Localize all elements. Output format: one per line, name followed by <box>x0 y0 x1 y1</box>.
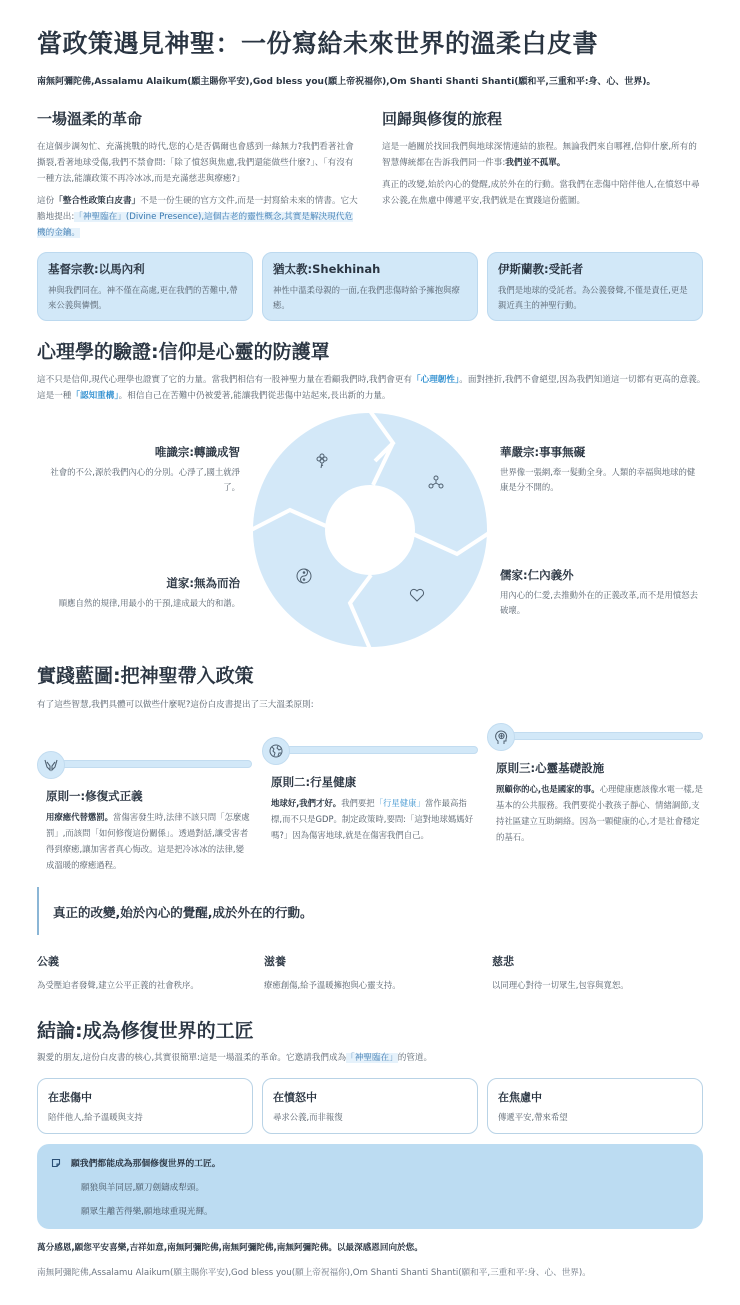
note-icon <box>51 1158 61 1168</box>
faith-card-text: 神性中溫柔母親的一面,在我們悲傷時給予擁抱與療癒。 <box>273 285 460 310</box>
wheel-label-text: 世界像一張網,牽一髮動全身。人類的幸福與地球的健康是分不開的。 <box>500 467 696 492</box>
faith-card-islam <box>487 252 703 321</box>
wheel-graphic <box>253 413 487 647</box>
text-fragment: 這不只是信仰,現代心理學也證實了它的力量。當我們相信有一股神聖力量在看顧我們時,我們會更有 <box>37 375 412 385</box>
intro-right-p1 <box>382 139 704 171</box>
state-text: 傳遞平安,帶來希望 <box>498 1112 568 1122</box>
value-text: 以同理心對待一切眾生,包容與寬恕。 <box>492 980 629 990</box>
value-title: 滋養 <box>264 955 286 968</box>
value-compassion <box>492 953 702 991</box>
principle-text <box>46 809 251 873</box>
page-title: 當政策遇見神聖：一份寫給未來世界的溫柔白皮書 <box>37 29 599 58</box>
text-fragment: 。相信自己在苦難中仍被愛著,能讓我們從悲傷中站起來,長出新的力量。 <box>118 391 391 401</box>
psychology-heading: 心理學的驗證:信仰是心靈的防護罩 <box>37 341 330 363</box>
reframing-highlight: 「認知重構」 <box>71 391 119 401</box>
principle-title: 原則三:心靈基礎設施 <box>496 761 605 775</box>
divine-presence-highlight: 「神聖臨在」 <box>346 1053 398 1063</box>
intro-left-p2 <box>37 193 359 241</box>
divine-presence-highlight: 「神聖臨在」(Divine Presence),這個古老的靈性概念,其實是解決現代危機的金鑰。 <box>37 212 353 238</box>
principle-lead: 用療癒代替懲罰。 <box>46 812 113 822</box>
blueprint-heading: 實踐藍圖:把神聖帶入政策 <box>37 665 254 687</box>
psychology-paragraph <box>37 372 707 404</box>
globe-icon <box>269 744 283 758</box>
closing-thanks: 萬分感恩,願您平安喜樂,吉祥如意,南無阿彌陀佛,南無阿彌陀佛,南無阿彌陀佛。以最深感恩回向於您。 <box>37 1243 423 1253</box>
wheel-label-text: 用內心的仁愛,去推動外在的正義改革,而不是用憤怒去破壞。 <box>500 590 698 615</box>
wheel-label-weishi <box>40 444 240 495</box>
wheel-label-title: 華嚴宗:事事無礙 <box>500 445 586 459</box>
wheel-label-huayan <box>500 444 700 495</box>
value-title: 慈悲 <box>492 955 514 968</box>
text-fragment: 這是一趟關於找回我們與地球深情連結的旅程。無論我們來自哪裡,信仰什麼,所有的智慧傳統都在告訴我們同一件事: <box>382 142 697 168</box>
value-text: 療癒創傷,給予溫暖擁抱與心靈支持。 <box>264 980 401 990</box>
principle-1-bar <box>50 760 252 768</box>
not-alone-emphasis: 我們並不孤單。 <box>505 158 566 168</box>
blueprint-intro: 有了這些智慧,我們具體可以做些什麼呢?這份白皮書提出了三大溫柔原則: <box>37 700 314 710</box>
state-text: 尋求公義,而非報復 <box>273 1112 343 1122</box>
text-fragment: 我們要把 <box>341 798 375 808</box>
value-justice <box>37 953 237 991</box>
state-title: 在憤怒中 <box>273 1091 317 1104</box>
faith-card-title: 伊斯蘭教:受託者 <box>498 262 584 276</box>
state-card-anxiety <box>487 1078 703 1134</box>
intro-left-p1: 在這個步調匆忙、充滿挑戰的時代,您的心是否偶爾也會感到一絲無力?我們看著社會撕裂,看著地球受傷,我們不禁會問:「除了憤怒與焦慮,我們還能做些什麼?」、「有沒有一種方法,能讓政策不再冷冰冰,而是充滿慈悲與療癒?」 <box>37 142 354 184</box>
principle-lead: 照顧你的心,也是國家的事。 <box>496 784 600 794</box>
intro-right-p2: 真正的改變,始於內心的覺醒,成於外在的行動。當我們在悲傷中陪伴他人,在憤怒中尋求公義,在焦慮中傳遞平安,我們就是在實踐這份藍圖。 <box>382 180 700 206</box>
principle-3 <box>496 760 703 845</box>
planetary-health-highlight: 「行星健康」 <box>374 798 425 808</box>
text-fragment: 。面對挫折,我們不會絕望,因為我們知道這一切都有更高的意義。這是一種 <box>37 375 706 401</box>
principle-2-bar <box>275 746 478 754</box>
network-icon <box>428 475 444 489</box>
flower-icon <box>315 453 329 469</box>
faith-card-christianity <box>37 252 253 321</box>
text-fragment: 當傷害發生時,法律不該只問「怎麼處罰」,而該問「如何修復這份關係」。透過對話,讓受害者得到療癒,讓加害者真心悔改。這是把冷冰冰的法律,變成溫暖的療癒過程。 <box>46 812 250 870</box>
value-title: 公義 <box>37 955 59 968</box>
text-fragment: 這份 <box>37 196 55 206</box>
yin-yang-icon <box>296 568 312 584</box>
conclusion-paragraph <box>37 1050 432 1066</box>
intro-left-heading: 一場溫柔的革命 <box>37 110 143 128</box>
text-fragment: 的管道。 <box>397 1053 433 1063</box>
wheel-label-text: 社會的不公,源於我們內心的分別。心淨了,國土就淨了。 <box>50 467 240 492</box>
principle-2-icon-badge <box>262 737 290 765</box>
principle-text <box>496 781 703 845</box>
text-fragment: 親愛的朋友,這份白皮書的核心,其實很簡單:這是一場溫柔的革命。它邀請我們成為 <box>37 1053 347 1063</box>
principle-title: 原則一:修復式正義 <box>46 789 143 803</box>
state-title: 在悲傷中 <box>48 1091 92 1104</box>
text-fragment: 不是一份生硬的官方文件,而是一封寫給未來的情書。它大膽地提出: <box>37 196 358 222</box>
mind-icon <box>494 730 508 745</box>
value-text: 為受壓迫者發聲,建立公平正義的社會秩序。 <box>37 980 199 990</box>
principle-3-icon-badge <box>487 723 515 751</box>
intro-right <box>382 108 704 209</box>
value-nurture <box>264 953 464 991</box>
principle-title: 原則二:行星健康 <box>271 775 357 789</box>
wheel-label-text: 順應自然的規律,用最小的干預,達成最大的和諧。 <box>58 598 240 608</box>
wheel-label-taoism <box>40 575 240 611</box>
prayer-line-2: 願狼與羊同居,願刀劍鑄成犁頭。 <box>81 1183 205 1193</box>
closing-greeting: 南無阿彌陀佛,Assalamu Alaikum(願主賜你平安),God bless you(願上帝祝福你),Om Shanti Shanti Shanti(願和平,三重和平:身、心、世界)。 <box>37 1268 591 1278</box>
text-fragment: 當作最高指標,而不只是GDP。制定政策時,要問:「這對地球媽媽好嗎?」因為傷害地球,就是在傷害我們自己。 <box>271 798 474 840</box>
wheel-label-title: 道家:無為而治 <box>166 576 240 590</box>
whitepaper-name: 「整合性政策白皮書」 <box>54 196 141 206</box>
prayer-box <box>37 1144 703 1229</box>
prayer-line-3: 願眾生離苦得樂,願地球重現光輝。 <box>81 1207 213 1217</box>
state-title: 在焦慮中 <box>498 1091 542 1104</box>
pull-quote: 真正的改變,始於內心的覺醒,成於外在的行動。 <box>37 887 697 935</box>
intro-left <box>37 108 359 241</box>
intro-right-heading: 回歸與修復的旅程 <box>382 110 503 128</box>
faith-card-text: 神與我們同在。神不僅在高處,更在我們的苦難中,帶來公義與憐憫。 <box>48 285 238 310</box>
wheel-label-title: 唯識宗:轉識成智 <box>154 445 240 459</box>
faith-card-title: 基督宗教:以馬內利 <box>48 262 145 276</box>
faith-card-title: 猶太教:Shekhinah <box>273 262 381 276</box>
principle-2 <box>271 774 476 843</box>
principle-1 <box>46 788 251 873</box>
heart-icon <box>409 588 425 602</box>
principle-1-icon-badge <box>37 751 65 779</box>
state-card-anger <box>262 1078 478 1134</box>
text-fragment: 心理健康應該像水電一樣,是基本的公共服務。我們要從小教孩子靜心、情緒調節,支持社區建立互助網絡。因為一顆健康的心,才是社會穩定的基石。 <box>496 784 703 842</box>
hands-icon <box>43 758 59 772</box>
opening-greeting: 南無阿彌陀佛,Assalamu Alaikum(願主賜你平安),God bless you(願上帝祝福你),Om Shanti Shanti Shanti(願和平,三重和平:身、心、世界)。 <box>37 77 656 87</box>
state-text: 陪伴他人,給予溫暖與支持 <box>48 1112 143 1122</box>
faith-card-judaism <box>262 252 478 321</box>
resilience-highlight: 「心理韌性」 <box>412 375 460 385</box>
state-card-grief <box>37 1078 253 1134</box>
wisdom-wheel <box>253 413 487 647</box>
principle-text <box>271 795 476 843</box>
conclusion-heading: 結論:成為修復世界的工匠 <box>37 1020 254 1042</box>
prayer-headline <box>51 1156 689 1169</box>
principle-3-bar <box>500 732 703 740</box>
principle-lead: 地球好,我們才好。 <box>271 798 342 808</box>
wheel-label-title: 儒家:仁內義外 <box>500 568 574 582</box>
wheel-label-confucianism <box>500 567 700 618</box>
prayer-line-1: 願我們都能成為那個修復世界的工匠。 <box>71 1159 221 1169</box>
faith-card-text: 我們是地球的受託者。為公義發聲,不僅是責任,更是親近真主的神聖行動。 <box>498 285 688 310</box>
